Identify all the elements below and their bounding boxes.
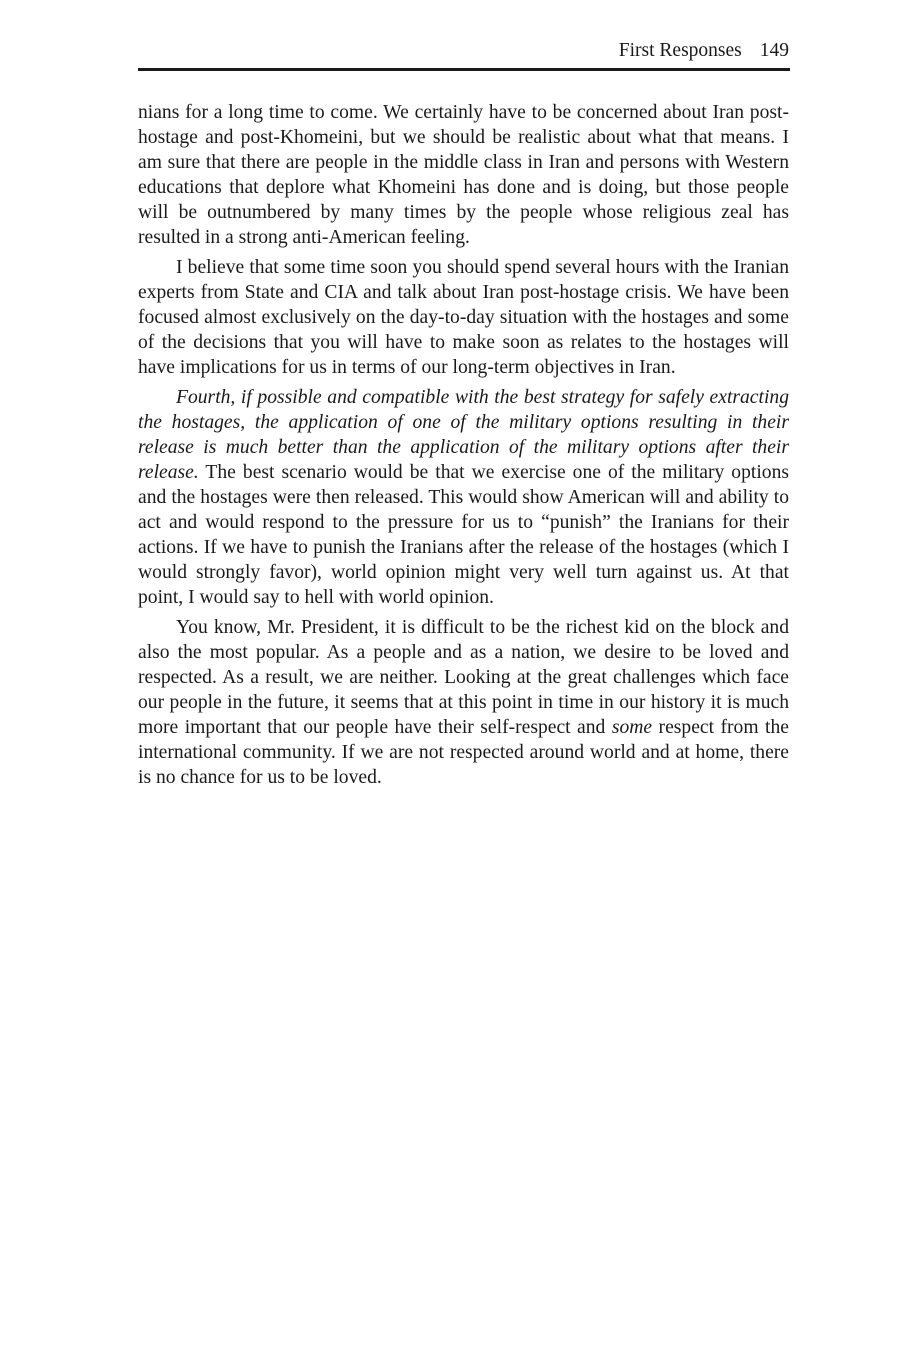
body-text [138, 100, 789, 795]
paragraph [138, 100, 789, 250]
emphasis-text: some [611, 717, 653, 738]
paragraph-text: The best scenario would be that we exercise one of the military options and the hostages were then released. This would show American will and ability to act and would respond to the pressure for us to “punish” the Iranians for their actions. If we have to punish the Iranians after the release of the hostages (which I would strongly favor), world opinion might very well turn against us. At that point, I would say to hell with world opinion. [138, 462, 789, 608]
paragraph [138, 385, 789, 610]
paragraph-text: nians for a long time to come. We certainly have to be concerned about Iran post-hostage and post-Khomeini, but we should be realistic about what that means. I am sure that there are people in the middle class in Iran and persons with Western educations that deplore what Khomeini has done and is doing, but those people will be outnumbered by many times by the people whose religious zeal has resulted in a strong anti-American feeling. [138, 102, 789, 248]
header-rule [138, 68, 790, 71]
section-title: First Responses [618, 40, 742, 61]
paragraph-italic-text: Fourth, if possible and compatible with the best strategy for safely extracting the hostages, the application of one of the military options resulting in their release is much better than the application of the military options after their release. [138, 387, 789, 483]
paragraph-text: You know, Mr. President, it is difficult to be the richest kid on the block and also the most popular. As a people and as a nation, we desire to be loved and respected. As a result, we are neither. Looking at the great challenges which face our people in the future, it seems that at this point in time in our history it is much more important that our people have their self-respect and [138, 617, 789, 738]
page-number: 149 [759, 40, 789, 61]
running-header [138, 36, 789, 66]
paragraph-text: respect from the international community. If we are not respected around world and at home, there is no chance for us to be loved. [138, 717, 789, 788]
paragraph-text: I believe that some time soon you should spend several hours with the Iranian experts from State and CIA and talk about Iran post-hostage crisis. We have been focused almost exclusively on the day-to-day situation with the hostages and some of the decisions that you will have to make soon as relates to the hostages will have implications for us in terms of our long-term objectives in Iran. [138, 257, 789, 378]
paragraph [138, 615, 789, 790]
paragraph [138, 255, 789, 380]
